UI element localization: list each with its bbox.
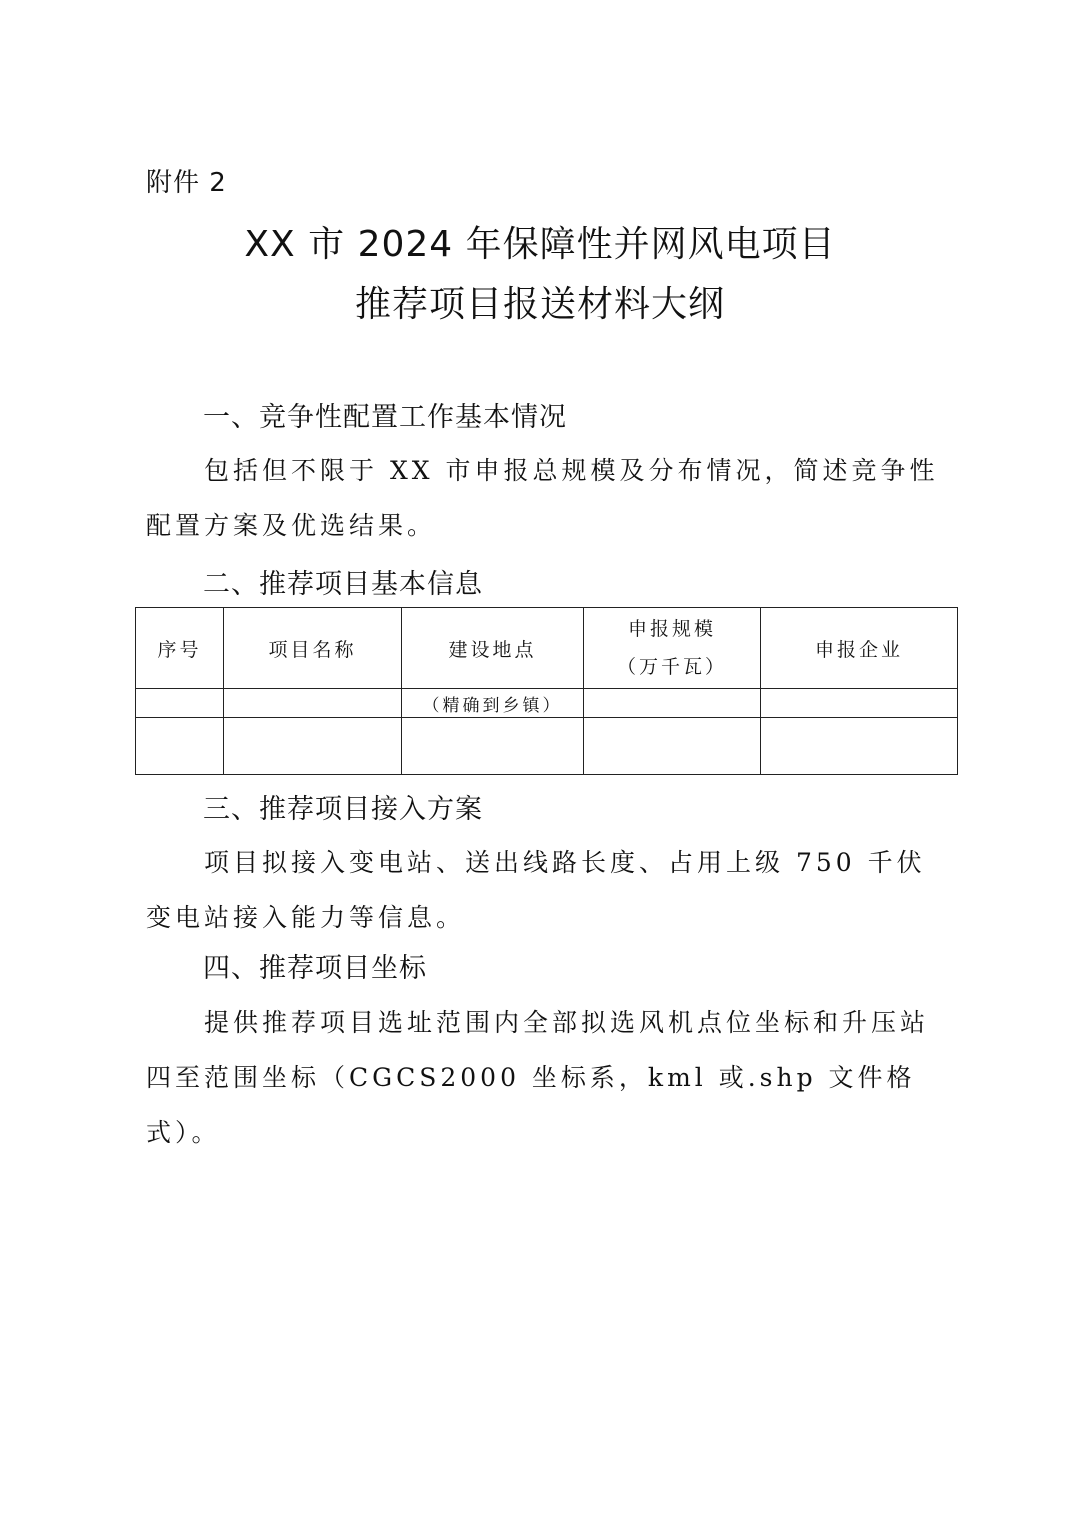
table-row — [136, 718, 958, 775]
table-cell — [761, 689, 958, 718]
document-title-line-2: 推荐项目报送材料大纲 — [354, 284, 725, 325]
section-4-body: 提供推荐项目选址范围内全部拟选风机点位坐标和升压站四至范围坐标（CGCS2000 坐标系，kml 或.shp 文件格式）。 — [146, 1008, 930, 1147]
document-title-line-1: XX 市 2024 年保障性并网风电项目 — [244, 224, 836, 265]
table-header-row — [136, 608, 958, 689]
table-cell — [136, 689, 224, 718]
table-cell — [136, 718, 224, 775]
attachment-label: 附件 2 — [146, 168, 227, 198]
section-2-heading: 二、推荐项目基本信息 — [203, 569, 483, 600]
header-seq: 序号 — [136, 608, 224, 689]
table-cell — [761, 718, 958, 775]
table-cell — [584, 689, 761, 718]
table-cell — [224, 689, 402, 718]
section-3-body: 项目拟接入变电站、送出线路长度、占用上级 750 千伏变电站接入能力等信息。 — [146, 848, 926, 932]
table-cell — [224, 718, 402, 775]
header-scale — [584, 608, 761, 689]
header-scale-line-2: （万千瓦） — [616, 656, 727, 678]
table-cell — [584, 718, 761, 775]
header-project-name: 项目名称 — [224, 608, 402, 689]
header-company: 申报企业 — [761, 608, 958, 689]
section-4-heading: 四、推荐项目坐标 — [203, 953, 427, 984]
table-subheader-row — [136, 689, 958, 718]
table-cell — [402, 718, 584, 775]
section-1-heading: 一、竞争性配置工作基本情况 — [203, 402, 567, 433]
section-1-body: 包括但不限于 XX 市申报总规模及分布情况，简述竞争性配置方案及优选结果。 — [146, 456, 939, 540]
section-3-heading: 三、推荐项目接入方案 — [203, 794, 483, 825]
location-note: （精确到乡镇） — [402, 689, 584, 718]
project-info-table — [135, 607, 958, 775]
header-scale-line-1: 申报规模 — [627, 618, 716, 640]
header-location: 建设地点 — [402, 608, 584, 689]
